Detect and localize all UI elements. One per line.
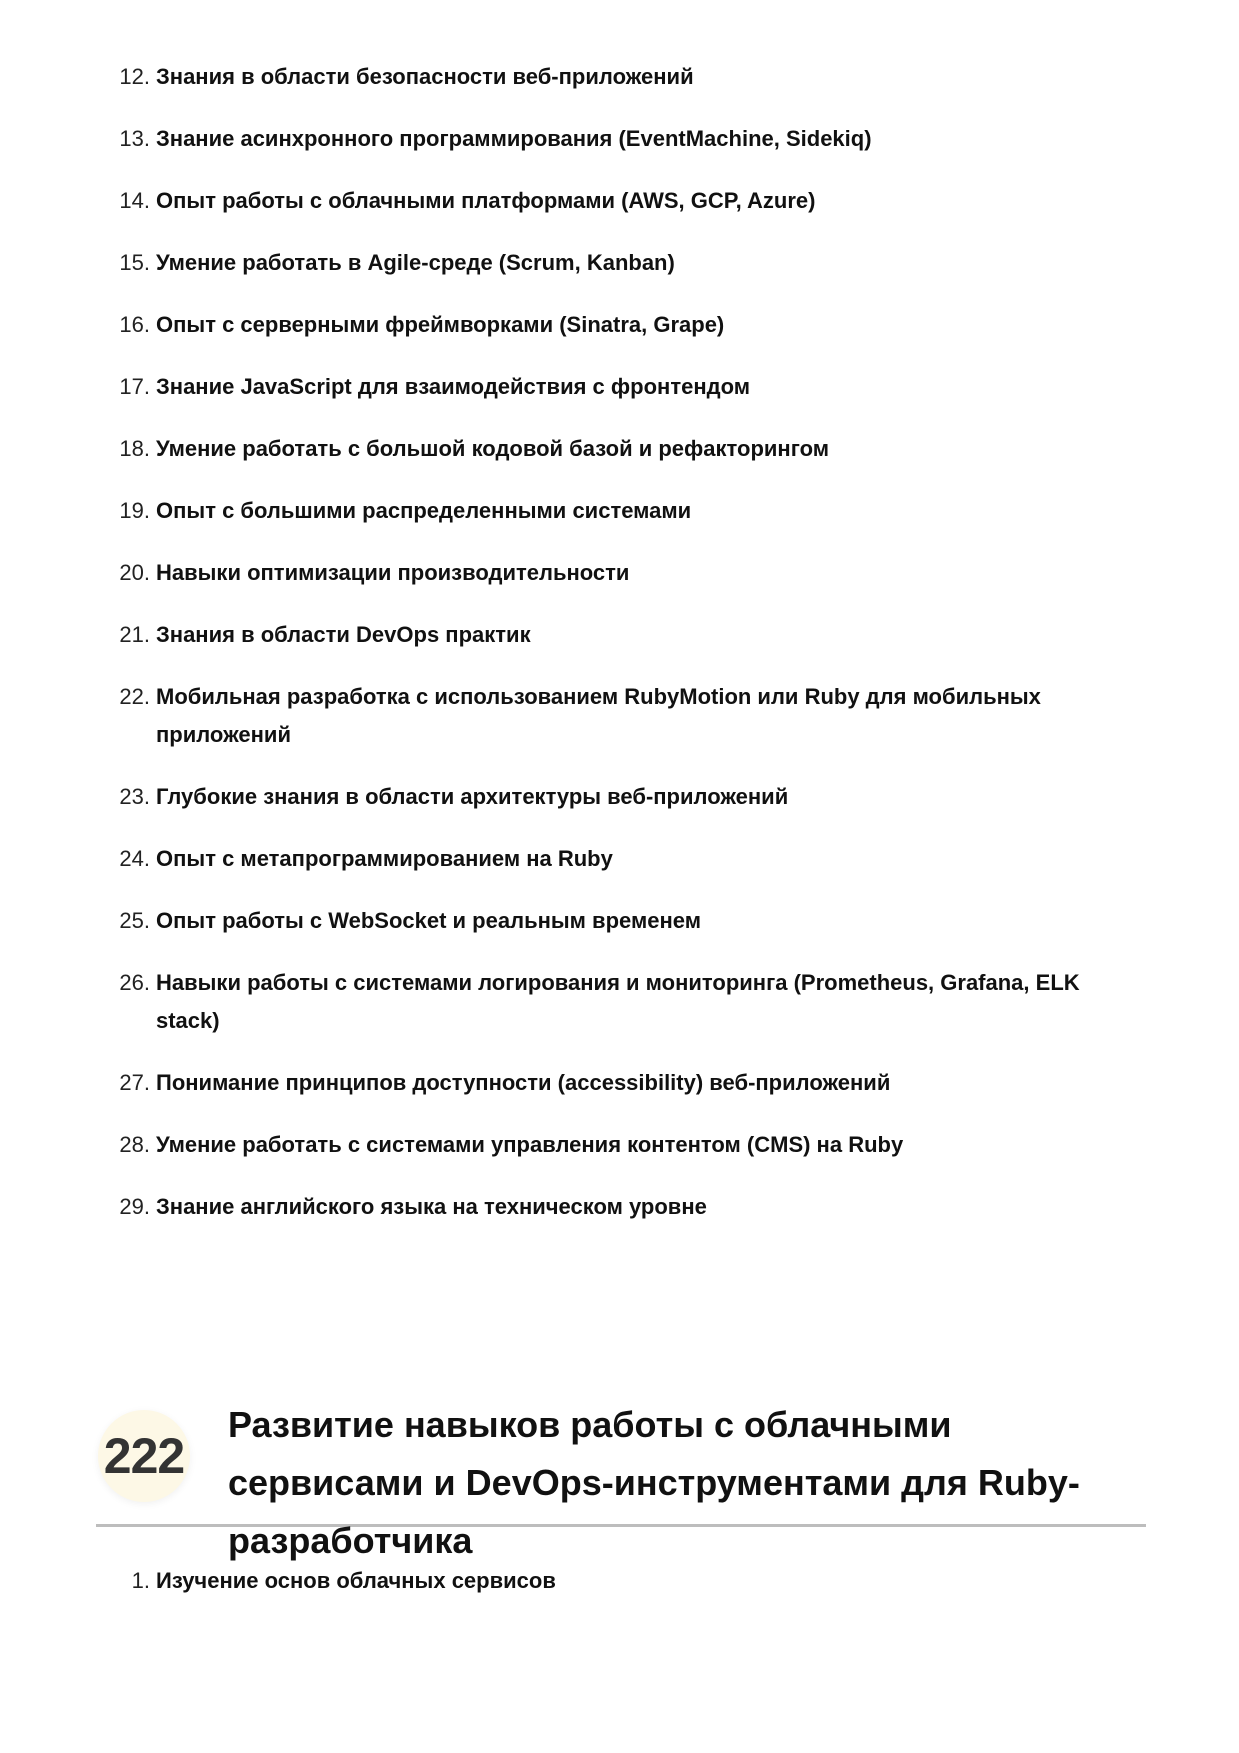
item-text: Знания в области DevOps практик: [156, 622, 531, 647]
item-text: Знание асинхронного программирования (EventMachine, Sidekiq): [156, 126, 872, 151]
item-text: Умение работать в Agile-среде (Scrum, Kanban): [156, 250, 675, 275]
section-list: [0, 1562, 1239, 1624]
list-item: [0, 1064, 1239, 1102]
item-number: 20.: [119, 560, 150, 585]
item-number: 18.: [119, 436, 150, 461]
item-text: Опыт с метапрограммированием на Ruby: [156, 846, 613, 871]
section-title: Развитие навыков работы с облачными сервисами и DevOps-инструментами для Ruby-разработчика: [228, 1404, 1080, 1561]
list-item: [0, 902, 1239, 940]
list-item: [0, 616, 1239, 654]
item-number: 21.: [119, 622, 150, 647]
list-item: [0, 554, 1239, 592]
list-item: [0, 778, 1239, 816]
item-text: Изучение основ облачных сервисов: [156, 1568, 556, 1593]
list-item: [0, 182, 1239, 220]
item-number: 1.: [131, 1568, 150, 1593]
item-text: Знание JavaScript для взаимодействия с фронтендом: [156, 374, 750, 399]
list-item: [0, 1562, 1239, 1600]
list-item: [0, 58, 1239, 96]
item-number: 23.: [119, 784, 150, 809]
item-text: Знание английского языка на техническом уровне: [156, 1194, 707, 1219]
item-number: 22.: [119, 684, 150, 709]
list-item: [0, 840, 1239, 878]
item-text: Навыки оптимизации производительности: [156, 560, 630, 585]
item-text: Глубокие знания в области архитектуры веб-приложений: [156, 784, 789, 809]
item-number: 15.: [119, 250, 150, 275]
skills-list: [0, 58, 1239, 1250]
section-header: [96, 1404, 1146, 1561]
item-text: Опыт работы с WebSocket и реальным временем: [156, 908, 701, 933]
list-item: [0, 964, 1239, 1040]
item-text: Опыт работы с облачными платформами (AWS, GCP, Azure): [156, 188, 816, 213]
item-text: Навыки работы с системами логирования и мониторинга (Prometheus, Grafana, ELK stack): [156, 970, 1080, 1033]
item-number: 13.: [119, 126, 150, 151]
list-item: [0, 430, 1239, 468]
item-number: 29.: [119, 1194, 150, 1219]
item-text: Понимание принципов доступности (accessibility) веб-приложений: [156, 1070, 891, 1095]
item-text: Мобильная разработка с использованием RubyMotion или Ruby для мобильных приложений: [156, 684, 1041, 747]
list-item: [0, 1126, 1239, 1164]
list-item: [0, 306, 1239, 344]
item-number: 14.: [119, 188, 150, 213]
section-number-badge: 222: [98, 1410, 190, 1502]
item-number: 28.: [119, 1132, 150, 1157]
list-item: [0, 492, 1239, 530]
item-number: 26.: [119, 970, 150, 995]
list-item: [0, 120, 1239, 158]
item-number: 27.: [119, 1070, 150, 1095]
list-item: [0, 368, 1239, 406]
item-text: Опыт с серверными фреймворками (Sinatra, Grape): [156, 312, 725, 337]
list-item: [0, 244, 1239, 282]
item-number: 12.: [119, 64, 150, 89]
item-text: Знания в области безопасности веб-приложений: [156, 64, 694, 89]
list-item: [0, 1188, 1239, 1226]
item-number: 25.: [119, 908, 150, 933]
item-number: 24.: [119, 846, 150, 871]
list-item: [0, 678, 1239, 754]
item-number: 19.: [119, 498, 150, 523]
item-text: Умение работать с системами управления контентом (CMS) на Ruby: [156, 1132, 904, 1157]
item-number: 17.: [119, 374, 150, 399]
item-number: 16.: [119, 312, 150, 337]
item-text: Умение работать с большой кодовой базой и рефакторингом: [156, 436, 829, 461]
item-text: Опыт с большими распределенными системами: [156, 498, 692, 523]
